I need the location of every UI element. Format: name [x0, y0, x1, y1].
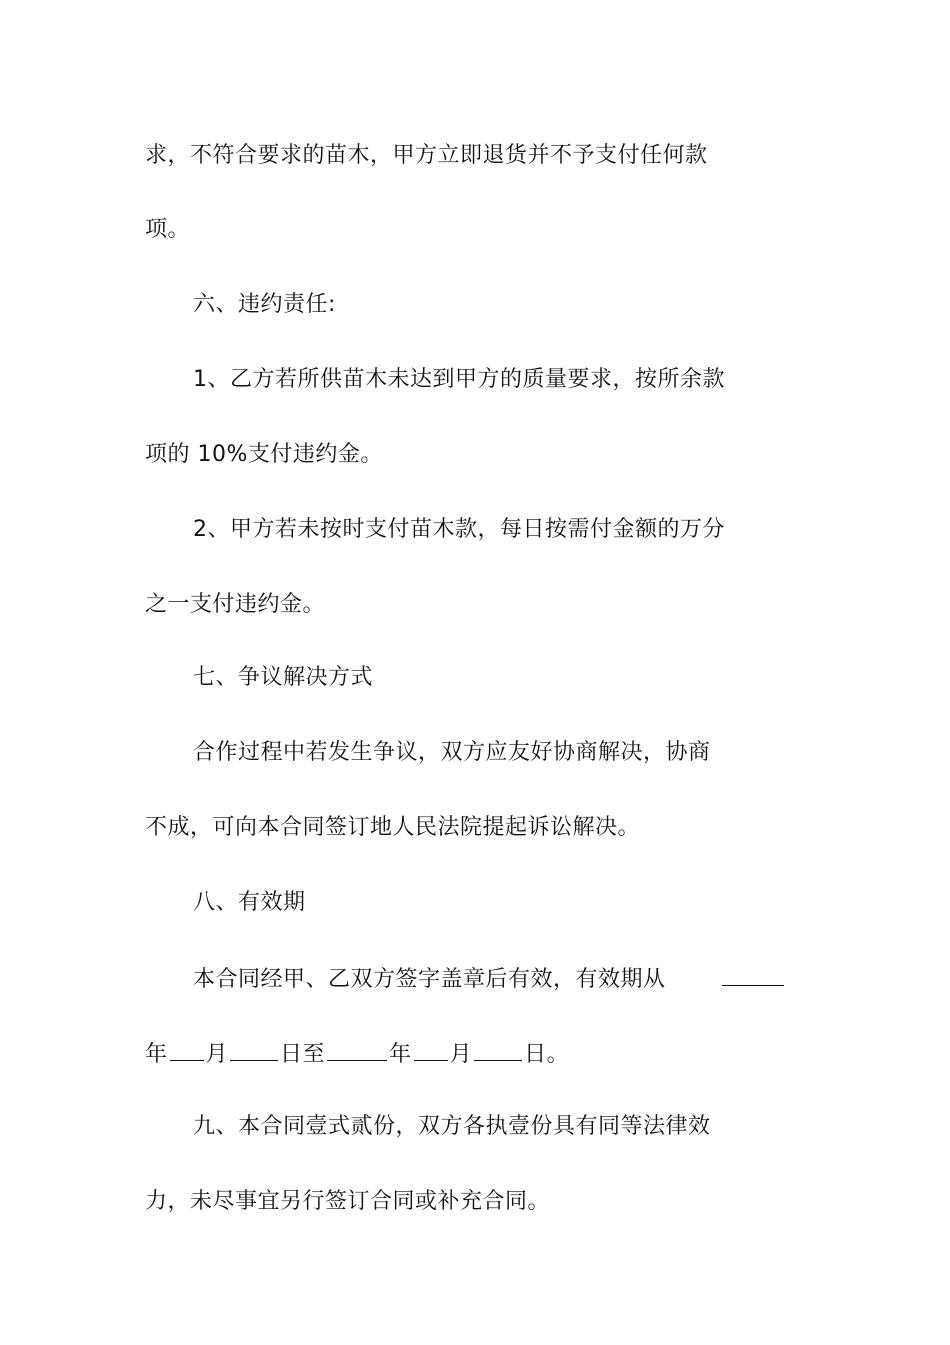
paragraph-line: 求，不符合要求的苗木，甲方立即退货并不予支付任何款 [145, 143, 708, 168]
blank-end-month [414, 1038, 448, 1061]
paragraph-line: 1、乙方若所供苗木未达到甲方的质量要求，按所余款 [193, 367, 725, 392]
blank-start-day [230, 1038, 278, 1061]
section-heading: 八、有效期 [193, 890, 306, 915]
paragraph-line: 力，未尽事宜另行签订合同或补充合同。 [145, 1189, 551, 1214]
paragraph-line: 不成，可向本合同签订地人民法院提起诉讼解决。 [145, 815, 641, 840]
paragraph-line: 2、甲方若未按时支付苗木款，每日按需付金额的万分 [193, 517, 725, 542]
validity-text: 本合同经甲、乙双方签字盖章后有效，有效期从 [193, 967, 666, 992]
blank-end-day [474, 1038, 522, 1061]
paragraph-line: 项。 [145, 217, 191, 242]
paragraph-line: 项的 10%支付违约金。 [145, 442, 383, 467]
paragraph-line: 之一支付违约金。 [145, 592, 326, 617]
day-to-label: 日至 [280, 1042, 326, 1067]
year-label: 年 [145, 1042, 168, 1067]
day-end-label: 日。 [524, 1042, 570, 1067]
month-label: 月 [449, 1042, 473, 1067]
month-label: 月 [205, 1042, 229, 1067]
year-label: 年 [389, 1042, 412, 1067]
section-heading: 七、争议解决方式 [193, 665, 374, 690]
date-range-line [145, 1038, 569, 1070]
blank-start-year [722, 963, 784, 986]
blank-end-year [327, 1038, 387, 1061]
paragraph-line [193, 963, 786, 995]
blank-start-month [170, 1038, 204, 1061]
section-heading: 六、违约责任: [193, 292, 336, 317]
paragraph-line: 九、本合同壹式贰份，双方各执壹份具有同等法律效 [193, 1114, 711, 1139]
paragraph-line: 合作过程中若发生争议，双方应友好协商解决，协商 [193, 740, 711, 765]
